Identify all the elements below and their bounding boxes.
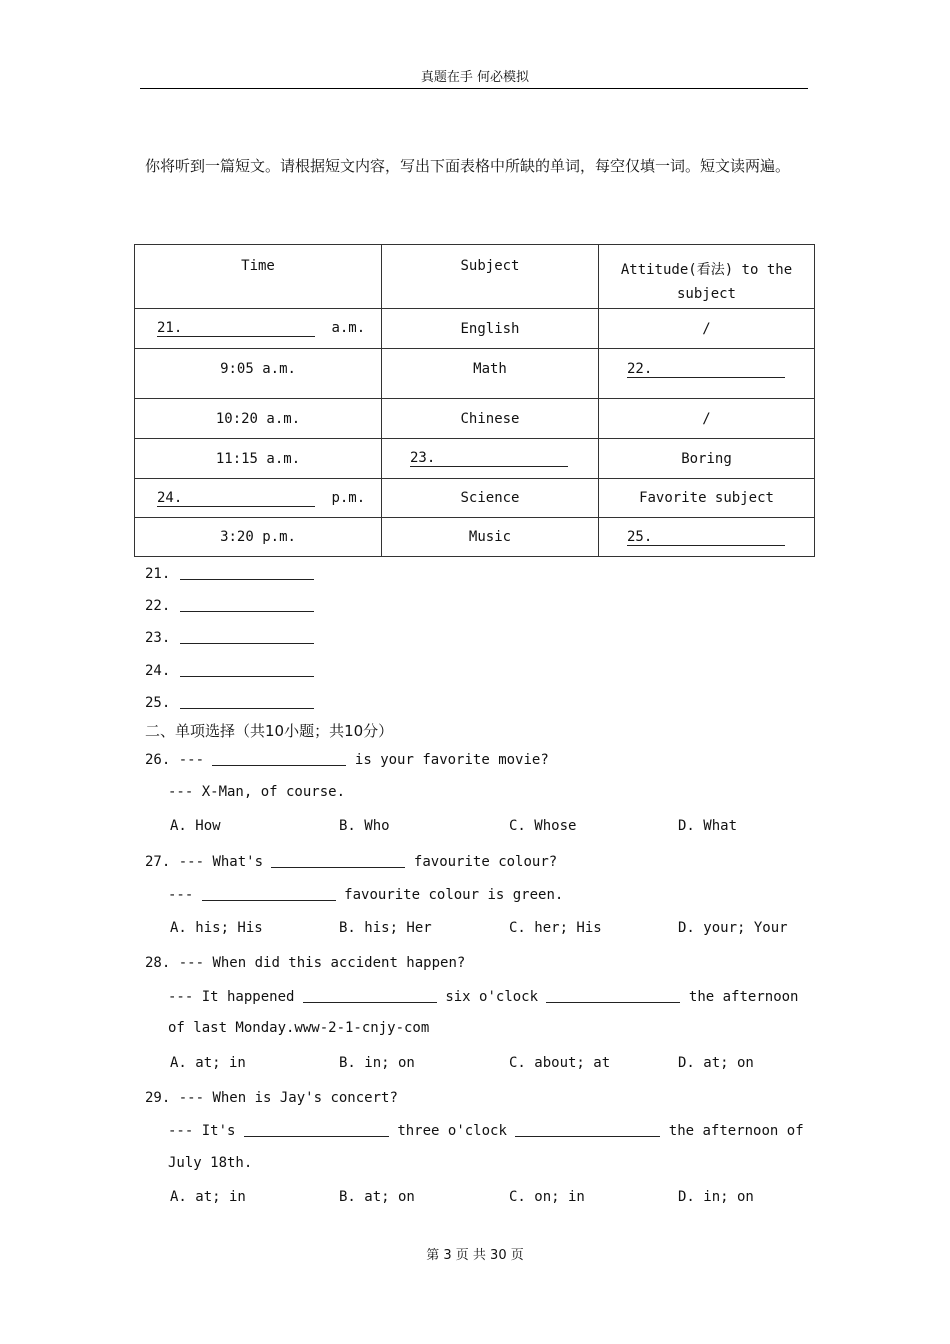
- subject-cell: Science: [382, 479, 599, 518]
- question-text: ---: [168, 887, 194, 903]
- attitude-cell: Favorite subject: [599, 479, 815, 518]
- question-28-response: [168, 988, 798, 1005]
- header-attitude: Attitude(看法) to the subject: [599, 245, 815, 309]
- question-number: 28.: [145, 955, 171, 971]
- blank-21[interactable]: 21.: [157, 320, 315, 337]
- question-27: [145, 853, 557, 870]
- table-row: [135, 399, 815, 439]
- answer-blank[interactable]: [180, 662, 314, 677]
- header-rule: [140, 88, 808, 89]
- question-text: three o'clock: [397, 1123, 507, 1139]
- question-text: --- It's: [168, 1123, 236, 1139]
- question-text: favourite colour?: [413, 854, 558, 870]
- question-26: [145, 751, 549, 768]
- answer-blank[interactable]: [180, 694, 314, 709]
- question-number: 29.: [145, 1090, 171, 1106]
- time-cell: 9:05 a.m.: [135, 349, 382, 399]
- option-a[interactable]: A. his; His: [170, 920, 263, 936]
- blank-24[interactable]: 24.: [157, 490, 315, 507]
- option-a[interactable]: A. at; in: [170, 1055, 246, 1071]
- question-29-continuation: July 18th.: [168, 1155, 253, 1171]
- question-26-response: --- X-Man, of course.: [168, 784, 346, 800]
- subject-cell: [382, 439, 599, 479]
- question-28: [145, 955, 465, 971]
- option-c[interactable]: C. her; His: [509, 920, 602, 936]
- question-blank[interactable]: [244, 1122, 389, 1137]
- answer-blank[interactable]: [180, 565, 314, 580]
- question-text: --- It happened: [168, 989, 295, 1005]
- time-suffix: p.m.: [331, 489, 366, 506]
- option-d[interactable]: D. your; Your: [678, 920, 788, 936]
- option-b[interactable]: B. at; on: [339, 1189, 415, 1205]
- question-text: --- When did this accident happen?: [178, 955, 466, 971]
- subject-cell: Music: [382, 518, 599, 557]
- attitude-cell: [599, 518, 815, 557]
- question-blank[interactable]: [202, 886, 336, 901]
- question-text: is your favorite movie?: [354, 752, 549, 768]
- question-text: the afternoon of: [668, 1123, 804, 1139]
- header-subject: Subject: [382, 245, 599, 309]
- option-c[interactable]: C. on; in: [509, 1189, 585, 1205]
- question-blank[interactable]: [271, 853, 405, 868]
- attitude-cell: /: [599, 309, 815, 349]
- question-blank[interactable]: [515, 1122, 660, 1137]
- section-title: 二、单项选择（共10小题；共10分）: [145, 722, 394, 740]
- question-blank[interactable]: [546, 988, 680, 1003]
- question-blank[interactable]: [303, 988, 437, 1003]
- listening-table: [134, 244, 815, 557]
- answer-number: 22.: [145, 598, 171, 614]
- table-row: [135, 349, 815, 399]
- attitude-cell: [599, 349, 815, 399]
- option-b[interactable]: B. in; on: [339, 1055, 415, 1071]
- question-number: 26.: [145, 752, 171, 768]
- answer-line-21: [145, 565, 314, 582]
- time-cell: 11:15 a.m.: [135, 439, 382, 479]
- blank-25[interactable]: 25.: [627, 529, 785, 546]
- answer-blank[interactable]: [180, 597, 314, 612]
- answer-line-22: [145, 597, 314, 614]
- question-29-response: [168, 1122, 804, 1139]
- time-cell: [135, 479, 382, 518]
- table-row: [135, 479, 815, 518]
- blank-22[interactable]: 22.: [627, 361, 785, 378]
- option-b[interactable]: B. Who: [339, 818, 390, 834]
- time-cell: 3:20 p.m.: [135, 518, 382, 557]
- answer-number: 21.: [145, 566, 171, 582]
- page-header: 真题在手 何必模拟: [420, 70, 530, 85]
- table-header-row: [135, 245, 815, 309]
- attitude-cell: /: [599, 399, 815, 439]
- blank-23[interactable]: 23.: [410, 450, 568, 467]
- subject-cell: Chinese: [382, 399, 599, 439]
- subject-cell: English: [382, 309, 599, 349]
- table-row: [135, 518, 815, 557]
- time-cell: 10:20 a.m.: [135, 399, 382, 439]
- question-28-continuation: of last Monday.www-2-1-cnjy-com: [168, 1020, 430, 1036]
- answer-blank[interactable]: [180, 629, 314, 644]
- question-29: [145, 1090, 398, 1106]
- question-number: 27.: [145, 854, 171, 870]
- option-c[interactable]: C. about; at: [509, 1055, 611, 1071]
- question-text: favourite colour is green.: [344, 887, 564, 903]
- question-text: the afternoon: [688, 989, 799, 1005]
- option-a[interactable]: A. at; in: [170, 1189, 246, 1205]
- question-text: six o'clock: [445, 989, 539, 1005]
- answer-line-24: [145, 662, 314, 679]
- question-text: ---: [178, 752, 205, 768]
- option-d[interactable]: D. What: [678, 818, 738, 834]
- listening-instructions: 你将听到一篇短文。请根据短文内容，写出下面表格中所缺的单词，每空仅填一词。短文读两遍。: [145, 157, 791, 175]
- option-c[interactable]: C. Whose: [509, 818, 577, 834]
- answer-number: 23.: [145, 630, 171, 646]
- option-d[interactable]: D. in; on: [678, 1189, 754, 1205]
- question-blank[interactable]: [212, 751, 346, 766]
- header-time: Time: [135, 245, 382, 309]
- table-row: [135, 439, 815, 479]
- time-suffix: a.m.: [331, 320, 366, 336]
- question-27-response: [168, 886, 563, 903]
- option-b[interactable]: B. his; Her: [339, 920, 432, 936]
- table-row: [135, 309, 815, 349]
- question-text: --- What's: [178, 854, 264, 870]
- option-d[interactable]: D. at; on: [678, 1055, 754, 1071]
- attitude-cell: Boring: [599, 439, 815, 479]
- answer-line-23: [145, 629, 314, 646]
- answer-number: 25.: [145, 695, 171, 711]
- answer-number: 24.: [145, 663, 171, 679]
- subject-cell: Math: [382, 349, 599, 399]
- time-cell: [135, 309, 382, 349]
- question-text: --- When is Jay's concert?: [178, 1090, 398, 1106]
- page-footer: 第 3 页 共 30 页: [426, 1248, 524, 1263]
- answer-line-25: [145, 694, 314, 711]
- option-a[interactable]: A. How: [170, 818, 221, 834]
